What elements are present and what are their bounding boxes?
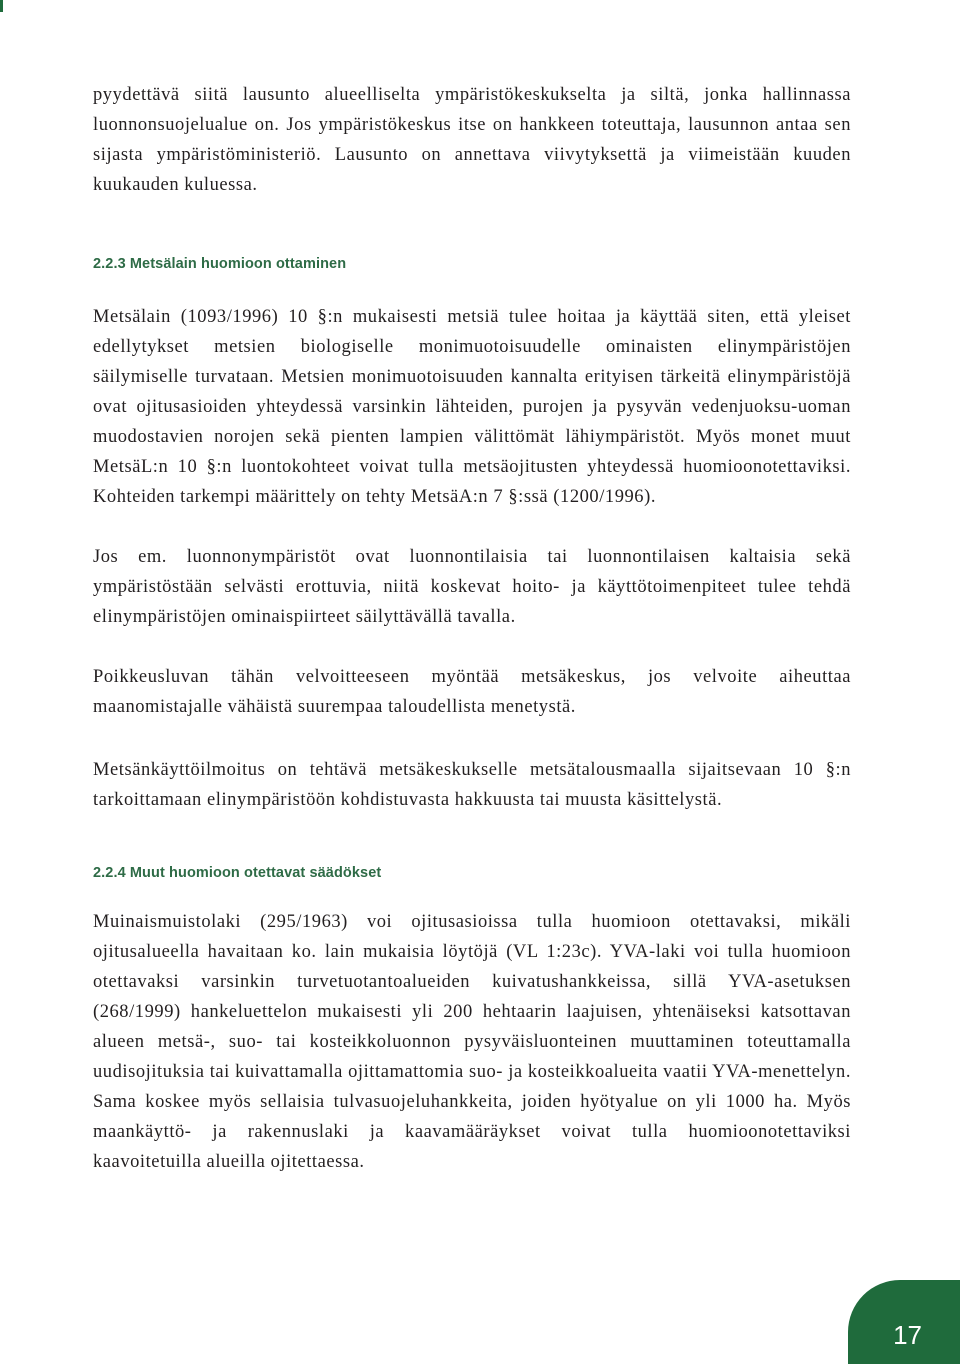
section-heading-metsalaki: 2.2.3 Metsälain huomioon ottaminen: [93, 256, 347, 272]
page-number: 17: [893, 1320, 922, 1350]
corner-mark: [0, 0, 3, 12]
section-heading-muut-saadokset: 2.2.4 Muut huomioon otettavat säädökset: [93, 865, 382, 881]
paragraph-poikkeuslupa: Poikkeusluvan tähän velvoitteeseen myöntää metsäkeskus, jos velvoite aiheuttaa maanomistajalle vähäistä suurempaa taloudellista menetystä.: [93, 667, 851, 717]
paragraph-luonnonymparistot: Jos em. luonnonympäristöt ovat luonnontilaisia tai luonnontilaisen kaltaisia sekä ympäristöstään selvästi erottuvia, niitä koskevat hoito- ja käyttötoimenpiteet tulee tehdä elinympäristöjen ominaispiirteet säilyttävällä tavalla.: [93, 547, 851, 627]
paragraph-muinaismuistolaki: Muinaismuistolaki (295/1963) voi ojitusasioissa tulla huomioon otettavaksi, mikäli ojitusalueella havaitaan ko. lain mukaisia löytöjä (VL 1:23c). YVA-laki voi tulla huomioon otettavaksi varsinkin turvetuotantoalueiden kuivatushankkeissa, sillä YVA-asetuksen (268/1999) hankeluettelon mukaisesti yli 200 hehtaarin laajuisen, yhtenäiseksi katsottavan alueen metsä-, suo- tai kosteikkoluonnon pysyväisluonteinen muuttaminen toteuttamalla uudisojituksia tai kuivattamalla ojittamattomia suo- ja kosteikkoalueita vaatii YVA-menettelyn. Sama koskee myös sellaisia tulvasuojeluhankkeita, joiden hyötyalue on yli 1000 ha. Myös maankäyttö- ja rakennuslaki ja kaavamääräykset voivat tulla huomioonotettaviksi kaavoitetuilla alueilla ojitettaessa.: [93, 912, 851, 1172]
paragraph-lausunto: pyydettävä siitä lausunto alueelliselta ympäristökeskukselta ja siltä, jonka hallinnassa luonnonsuojelualue on. Jos ympäristökeskus itse on hankkeen toteuttaja, lausunnon antaa sen sijasta ympäristöministeriö. Lausunto on annettava viivytyksettä ja viimeistään kuuden kuukauden kuluessa.: [93, 85, 851, 195]
page-content: [93, 80, 851, 1177]
paragraph-metsalaki: Metsälain (1093/1996) 10 §:n mukaisesti metsiä tulee hoitaa ja käyttää siten, että yleiset edellytykset metsien biologiselle monimuotoisuudelle ominaisten elinympäristöjen säilymiselle turvataan. Metsien monimuotoisuuden kannalta erityisen tärkeitä elinympäristöjä ovat ojitusasioiden yhteydessä varsinkin lähteiden, purojen ja pysyvän vedenjuoksu-uoman muodostavien norojen sekä pienten lampien välittömät lähiympäristöt. Myös monet muut MetsäL:n 10 §:n luontokohteet voivat tulla metsäojitusten yhteydessä huomioonotettaviksi. Kohteiden tarkempi määrittely on tehty MetsäA:n 7 §:ssä (1200/1996).: [93, 307, 851, 507]
paragraph-metsankayttoilmoitus: Metsänkäyttöilmoitus on tehtävä metsäkeskukselle metsätalousmaalla sijaitsevaan 10 §:n tarkoittamaan elinympäristöön kohdistuvasta hakkuusta tai muusta käsittelystä.: [93, 760, 851, 810]
page-number-tab: [848, 1280, 960, 1364]
